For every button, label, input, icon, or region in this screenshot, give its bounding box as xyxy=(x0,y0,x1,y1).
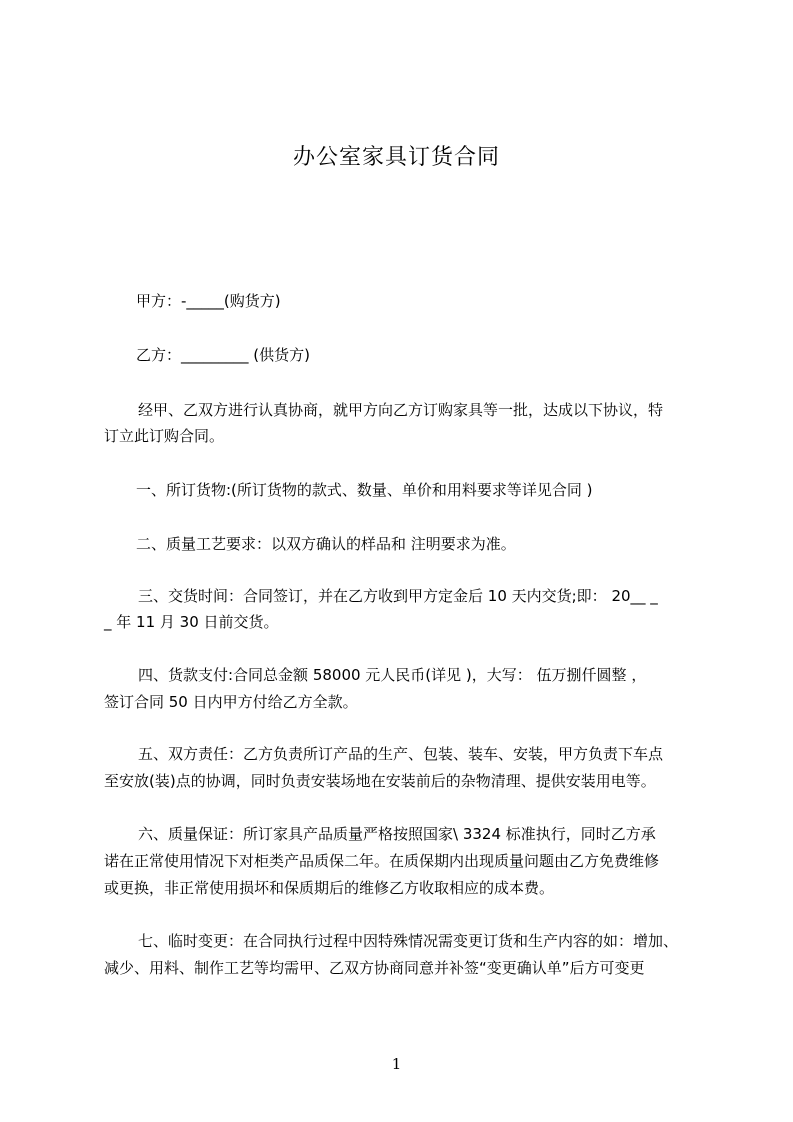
clause-5-line-1: 五、双方责任：乙方负责所订产品的生产、包装、装车、安装，甲方负责下车点 xyxy=(138,745,664,763)
preamble-line-1: 经甲、乙双方进行认真协商，就甲方向乙方订购家具等一批，达成以下协议，特 xyxy=(138,401,664,419)
page-number: 1 xyxy=(391,1055,402,1073)
clause-7-line-1: 七、临时变更：在合同执行过程中因特殊情况需变更订货和生产内容的如：增加、 xyxy=(138,932,679,950)
clause-3-line-1: 三、交货时间：合同签订，并在乙方收到甲方定金后 10 天内交货;即： 20__ _ xyxy=(138,587,658,605)
clause-6-line-1: 六、质量保证：所订家具产品质量严格按照国家\ 3324 标准执行，同时乙方承 xyxy=(138,825,656,843)
clause-6-line-3: 或更换，非正常使用损坏和保质期后的维修乙方收取相应的成本费。 xyxy=(104,879,555,897)
clause-5-line-2: 至安放(装)点的协调，同时负责安装场地在安装前后的杂物清理、提供安装用电等。 xyxy=(104,772,656,790)
party-b-line: 乙方：_________ (供货方) xyxy=(136,346,310,364)
clause-1: 一、所订货物:(所订货物的款式、数量、单价和用料要求等详见合同 ) xyxy=(136,481,593,499)
preamble-line-2: 订立此订购合同。 xyxy=(104,427,225,445)
clause-7-line-2: 减少、用料、制作工艺等均需甲、乙双方协商同意并补签“变更确认单”后方可变更 xyxy=(104,959,645,977)
clause-4-line-2: 签订合同 50 日内甲方付给乙方全款。 xyxy=(104,693,358,711)
document-title: 办公室家具订货合同 xyxy=(292,145,500,170)
clause-2: 二、质量工艺要求：以双方确认的样品和 注明要求为准。 xyxy=(136,535,516,553)
party-a-line: 甲方：-_____(购货方) xyxy=(136,292,281,310)
clause-4-line-1: 四、货款支付:合同总金额 58000 元人民币(详见 )，大写： 伍万捌仟圆整 ， xyxy=(138,666,647,684)
clause-3-line-2: _ 年 11 月 30 日前交货。 xyxy=(104,613,279,631)
clause-6-line-2: 诺在正常使用情况下对柜类产品质保二年。在质保期内出现质量问题由乙方免费维修 xyxy=(104,852,660,870)
